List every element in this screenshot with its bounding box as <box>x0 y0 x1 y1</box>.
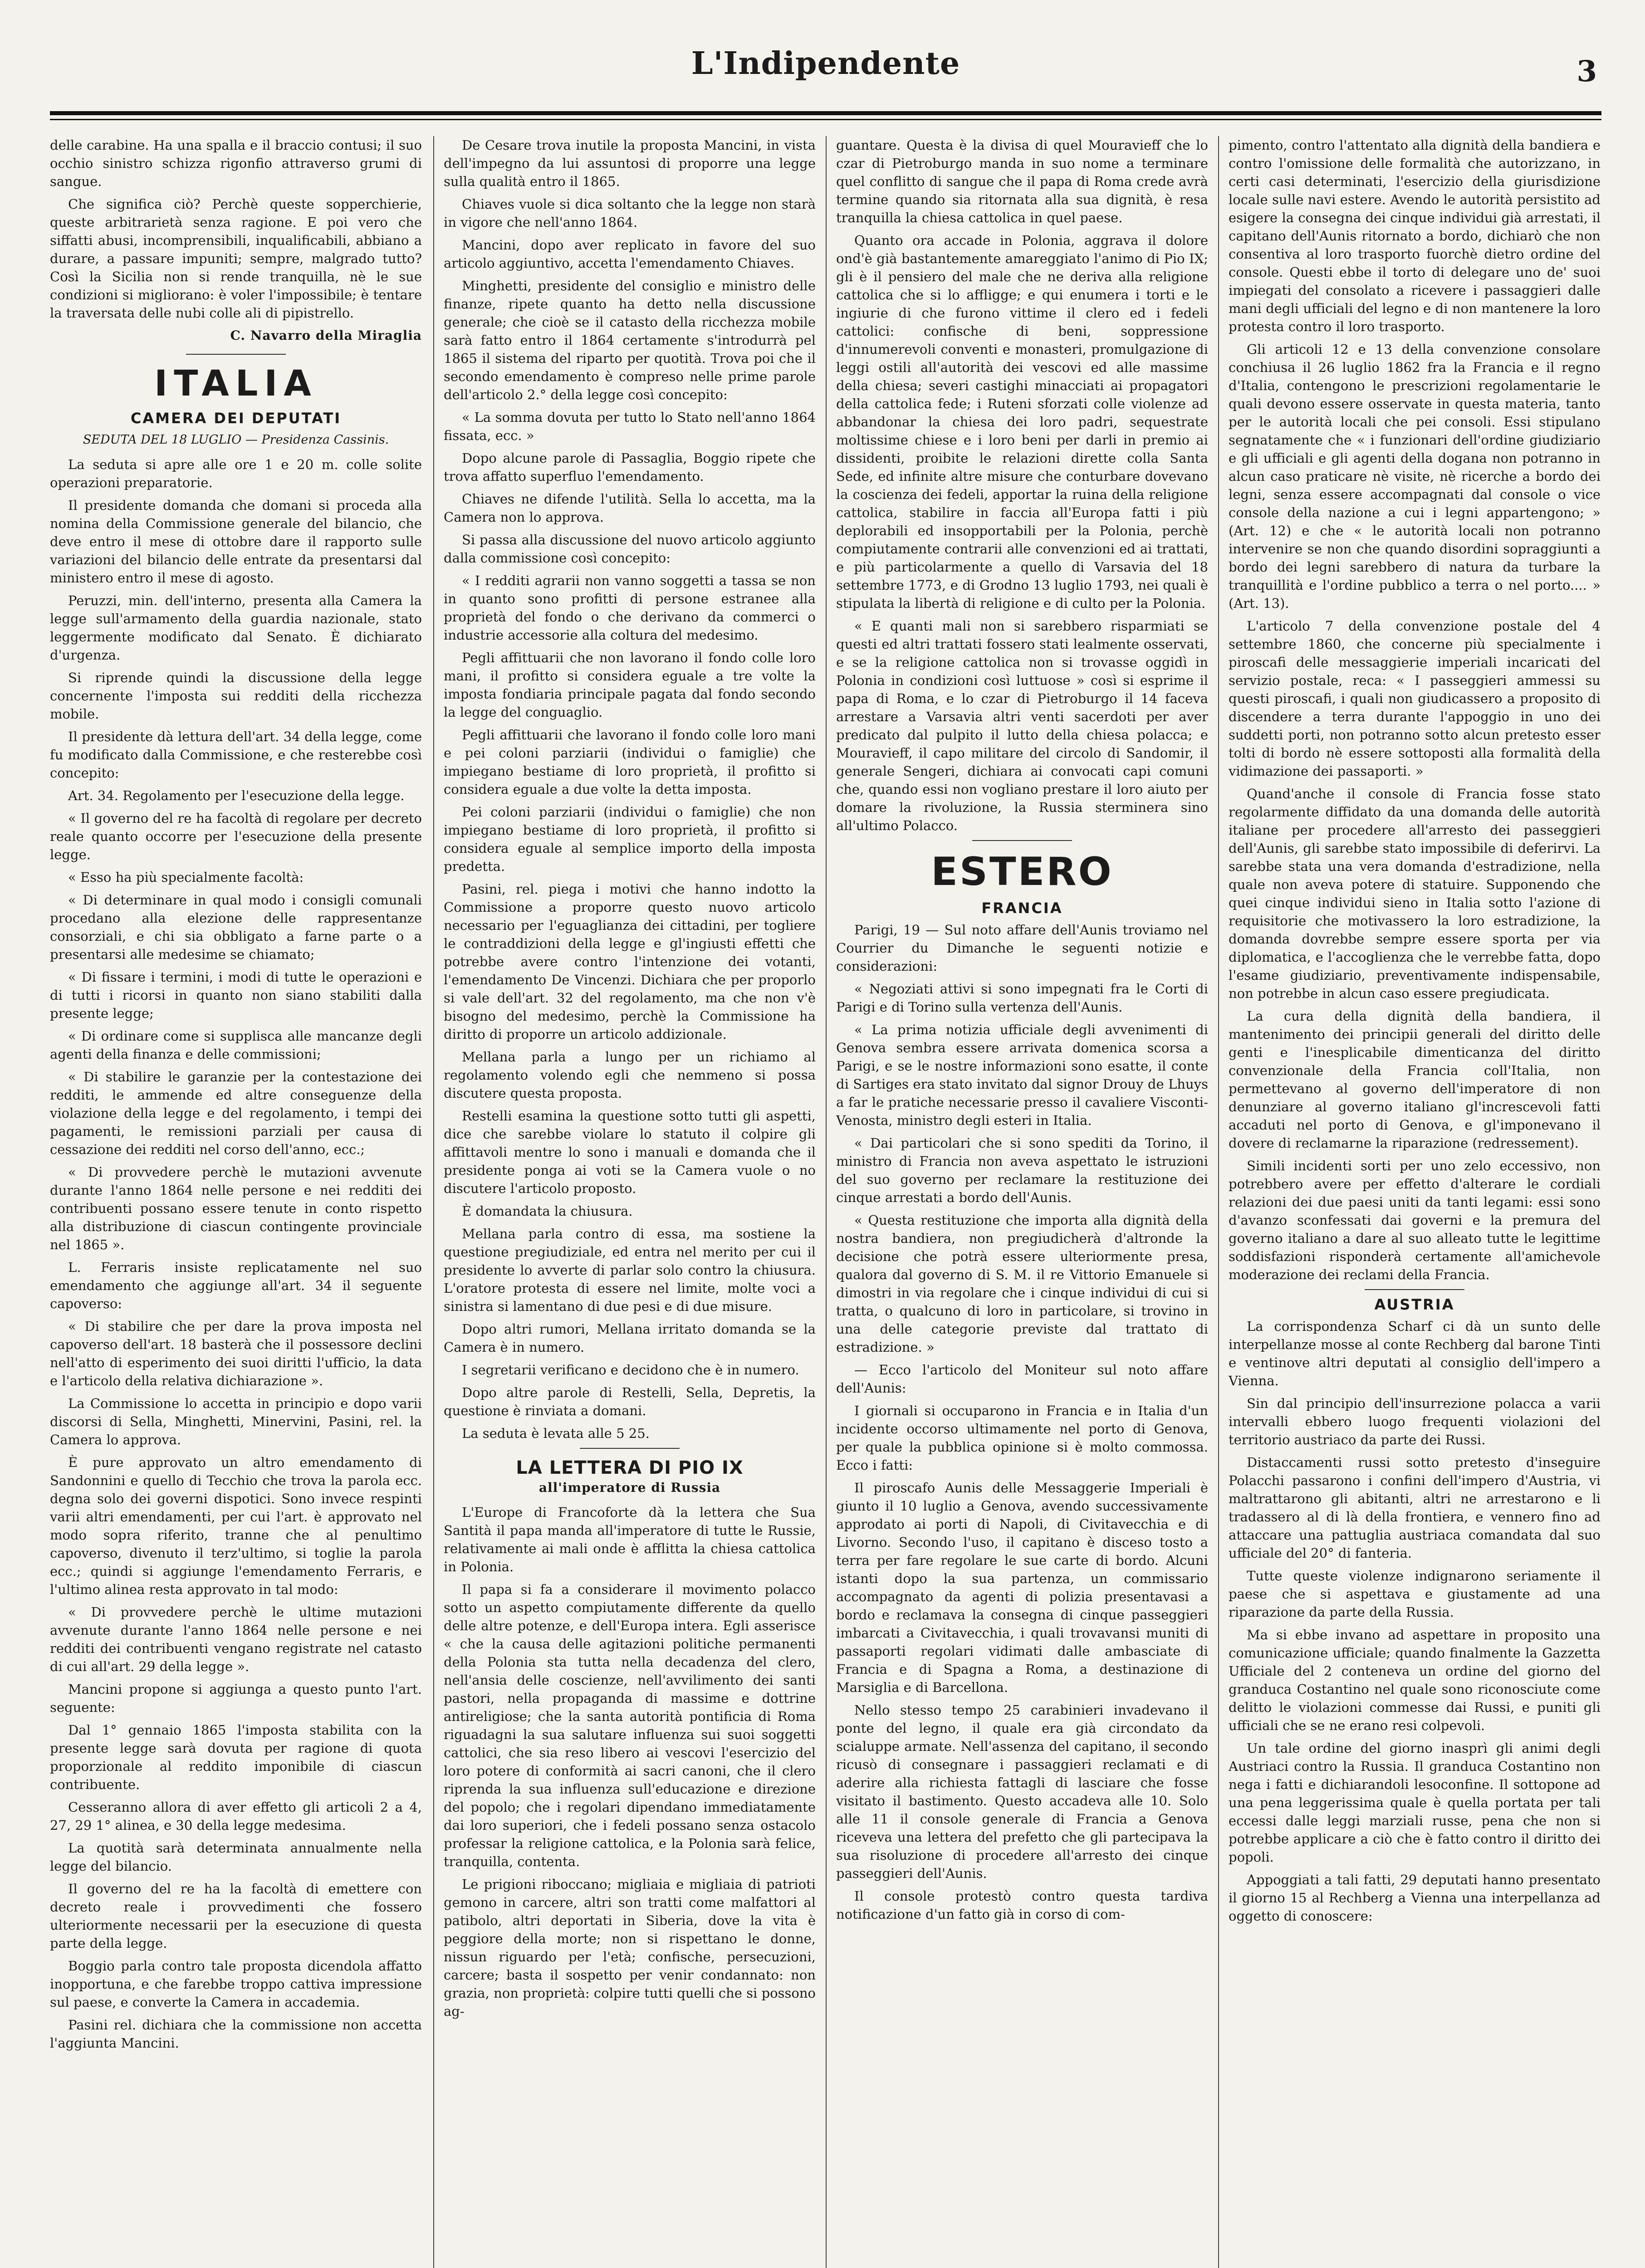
article-paragraph: « Negoziati attivi si sono impegnati fra le Corti di Parigi e di Torino sulla vertenza dell'Aunis. <box>836 981 1208 1015</box>
masthead <box>50 36 1601 104</box>
article-paragraph: È domandata la chiusura. <box>462 1203 633 1219</box>
column-divider <box>1218 136 1219 2268</box>
article-paragraph: Chiaves ne difende l'utilità. Sella lo accetta, ma la Camera non lo approva. <box>444 491 816 525</box>
article-paragraph: Dopo altri rumori, Mellana irritato domanda se la Camera è in numero. <box>444 1321 816 1355</box>
section-rule <box>1365 1289 1464 1290</box>
article-paragraph: « Questa restituzione che importa alla dignità della nostra bandiera, non pregiudicherà d'altronde la decisione che potrà essere ulteriormente presa, qualora dal governo di S. M. il re Vittorio Emanuele si dimostri in via regolare che i cinque individui di cui si tratta, o qualcuno di loro in particolare, si trovino in una delle categorie previste dal trattato di estradizione. » <box>836 1212 1208 1355</box>
article-paragraph: Chiaves vuole si dica soltanto che la legge non starà in vigore che nell'anno 1864. <box>444 196 816 230</box>
article-paragraph: Pasini, rel. piega i motivi che hanno indotto la Commissione a proporre questo nuovo articolo necessario per l'eguaglianza dei cittadini, per togliere le contraddizioni della legge e gl'ingiusti effetti che potrebbe avere contro l'intenzione dei votanti, l'emendamento De Vincenzi. Dichiara che per proporlo si vale dell'art. 32 del regolamento, ma che non v'è bisogno del medesimo, perchè la Commissione ha diritto di proporre un articolo addizionale. <box>444 881 816 1042</box>
article-paragraph: La Commissione lo accetta in principio e dopo varii discorsi di Sella, Minghetti, Minervini, Pasini, rel. la Camera lo approva. <box>50 1396 422 1447</box>
article-paragraph: Gli articoli 12 e 13 della convenzione consolare conchiusa il 26 luglio 1862 fra la Francia e il regno d'Italia, contengono le prescrizioni regolamentarie le quali devono essere osservate in questa materia, tanto per le autorità locali che pei consoli. Essi stipulano segnatamente che « i funzionari dell'ordine giudiziario e gli ufficiali e gli agenti della dogana non potranno in alcun caso praticare nè visite, nè ricerche a bordo dei legni, senza essere accompagnati dal console o vice console della nazione a cui i legni appartengono; » (Art. 12) e che « le autorità locali non potranno intervenire se non che quando disordini sopraggiunti a bordo dei legni sarebbero di natura da turbare la tranquillità e l'ordine pubblico a terra o nel porto.... » (Art. 13). <box>1229 342 1601 611</box>
article-paragraph: Mellana parla contro di essa, ma sostiene la questione pregiudiziale, ed entra nel merito per cui il presidente lo avverte di parlar solo contro la chiusura. L'oratore protesta di essere nel limite, molte voci a sinistra si lamentano di due pesi e di due misure. <box>444 1226 816 1314</box>
article-paragraph: Le prigioni riboccano; migliaia e migliaia di patrioti gemono in carcere, altri son tratti come malfattori al patibolo, altri deportati in Siberia, dove la vita è peggiore della morte; non si rispettano le donne, nissun riguardo per l'età; confische, persecuzioni, carcere; basta il sospetto per venir condannato: non grazia, non proprietà: colpire tutti quelli che si possono ag- <box>444 1877 816 2019</box>
article-paragraph: Il papa si fa a considerare il movimento polacco sotto un aspetto compiutamente differente da quello delle altre potenze, e dell'Europa intera. Egli asserisce « che la causa delle agitazioni politiche permanenti della Polonia sta tutta nella decadenza del clero, nell'ansia delle coscienze, nell'avvilimento dei santi pastori, nella propaganda di massime e dottrine antireligiose; che la santa autorità pontificia di Roma riguadagni la sua salutare influenza sui suoi soggetti cattolici, che sia reso libero ai vescovi l'esercizio del loro potere di conformità ai sacri canoni, che il clero riprenda la sua influenza sull'educazione e direzione del popolo; che i regolari dipendano immediatamente dai loro superiori, che i fedeli possano senza ostacolo professar la religione cattolica, e la Polonia sarà felice, tranquilla, contenta. <box>444 1582 816 1869</box>
article-paragraph: Peruzzi, min. dell'interno, presenta alla Camera la legge sull'armamento della guardia nazionale, stato leggermente modificato dal Senato. È dichiarato d'urgenza. <box>50 593 422 663</box>
article-paragraph: Nello stesso tempo 25 carabinieri invadevano il ponte del legno, il quale era già circondato da scialuppe armate. Nell'assenza del capitano, il secondo ricusò di consegnare i passaggieri reclamati e di aderire alla richiesta fattagli di lasciare che fosse visitato il bastimento. Questo accadeva alle 10. Solo alle 11 il console generale di Francia a Genova riceveva una lettera del prefetto che gli partecipava la sua risoluzione di procedere all'arresto dei cinque passeggieri dell'Aunis. <box>836 1702 1208 1881</box>
column-divider <box>826 136 827 2268</box>
article-paragraph: « Di ordinare come si supplisca alle mancanze degli agenti della finanza e delle commissioni; <box>50 1028 422 1062</box>
article-paragraph: De Cesare trova inutile la proposta Mancini, in vista dell'impegno da lui assuntosi di proporre una legge sulla qualità entro il 1865. <box>444 137 816 189</box>
article-paragraph: Art. 34. Regolamento per l'esecuzione della legge. <box>68 788 405 803</box>
article-paragraph: La corrispondenza Scharf ci dà un sunto delle interpellanze mosse al conte Rechberg dal barone Tinti e ventinove altri deputati al consiglio dell'impero a Vienna. <box>1229 1319 1601 1388</box>
article-signature: C. Navarro della Miraglia <box>230 328 422 343</box>
column-divider <box>433 136 434 2268</box>
article-paragraph: « Di stabilire le garanzie per la contestazione dei redditi, le ammende ed altre conseguenze della violazione della legge e del regolamento, i tempi dei pagamenti, le remissioni parziali per causa di cessazione dei redditi nel corso dell'anno, ecc.; <box>50 1069 422 1157</box>
column-1 <box>50 136 422 2268</box>
article-paragraph: È pure approvato un altro emendamento di Sandonnini e quello di Tecchio che trova la parola ecc. degna solo dei governi dispotici. Sono invece respinti varii altri emendamenti, per cui l'art. è approvato nel modo sopra riferito, tranne che al penultimo capoverso, divenuto il terz'ultimo, si toglie la parola ecc.; quindi si aggiunge l'emendamento Ferraris, e l'ultimo alinea resta approvato in tal modo: <box>50 1455 422 1597</box>
article-paragraph: « I redditi agrarii non vanno soggetti a tassa se non in quanto sono profitti di persone estranee alla proprietà del fondo o che derivano da commerci o industrie accessorie alla coltura del medesimo. <box>444 573 816 643</box>
article-paragraph: Restelli esamina la questione sotto tutti gli aspetti, dice che sarebbe violare lo statuto il colpire gli affittavoli mentre lo sono i manuali e domanda che il presidente ponga ai voti se la Camera vuole o no discutere l'articolo proposto. <box>444 1108 816 1196</box>
article-paragraph: Il presidente domanda che domani si proceda alla nomina della Commissione generale del bilancio, che deve entro il mese di ottobre dare il rapporto sulle variazioni del bilancio delle entrate da presentarsi dal ministero entro il mese di agosto. <box>50 498 422 586</box>
article-paragraph: Che significa ciò? Perchè queste sopperchierie, queste arbitrarietà senza ragione. E poi vero che siffatti abusi, incomprensibili, inqualificabili, abbiano a durare, a passare impuniti; sempre, malgrado tutto? Così la Sicilia non si rende tranquilla, nè le sue condizioni si migliorano: è voler l'impossibile; è tentare la traversata delle nubi colle ali di pipistrello. <box>50 196 422 321</box>
article-paragraph: Si riprende quindi la discussione della legge concernente l'imposta sui redditi della ricchezza mobile. <box>50 670 422 722</box>
article-paragraph: Il piroscafo Aunis delle Messaggerie Imperiali è giunto il 10 luglio a Genova, avendo successivamente approdato ai porti di Napoli, di Civitavecchia e di Livorno. Secondo l'uso, il capitano è disceso tosto a terra per fare regolare le sue carte di bordo. Alcuni istanti dopo la sua partenza, un commissario accompagnato da agenti di polizia presentavasi a bordo e reclamava la consegna di cinque passeggieri imbarcati a Civitavecchia, i quali trovavansi muniti di passaporti regolari vidimati dalle ambasciate di Francia e di Spagna a Roma, a destinazione di Marsiglia e di Barcellona. <box>836 1480 1208 1695</box>
article-paragraph: I giornali si occuparono in Francia e in Italia d'un incidente occorso ultimamente nel porto di Genova, per quale la pubblica opinione si è molto commossa. Ecco i fatti: <box>836 1403 1208 1473</box>
article-paragraph: « Di provvedere perchè le mutazioni avvenute durante l'anno 1864 nelle persone e nei redditi dei contribuenti possano essere tenute in conto rispetto alla distribuzione di ciascun contingente provinciale nel 1865 ». <box>50 1164 422 1252</box>
article-paragraph: Parigi, 19 — Sul noto affare dell'Aunis troviamo nel Courrier du Dimanche le seguenti notizie e considerazioni: <box>836 922 1208 974</box>
article-paragraph: Mancini propone si aggiunga a questo punto l'art. seguente: <box>50 1681 422 1715</box>
article-paragraph: La cura della dignità della bandiera, il mantenimento dei principii generali del diritto delle genti e l'inesplicabile dimenticanza del diritto convenzionale della Francia coll'Italia, non permettevano al governo dell'imperatore di non denunziare al governo italiano gl'increscevoli fatti accaduti nel porto di Genova, e gl'imponevano il dovere di reclamarne la riparazione (redressement). <box>1229 1008 1601 1151</box>
letter-heading: LA LETTERA DI PIO IX <box>516 1457 744 1478</box>
austria-heading: AUSTRIA <box>1374 1296 1455 1313</box>
article-paragraph: Cesseranno allora di aver effetto gli articoli 2 a 4, 27, 29 1° alinea, e 30 della legge medesima. <box>50 1799 422 1833</box>
article-paragraph: Tutte queste violenze indignarono seriamente il paese che si aspettava e giustamente ad una riparazione da parte della Russia. <box>1229 1568 1601 1620</box>
section-rule <box>972 840 1072 841</box>
letter-subheading: all'imperatore di Russia <box>539 1480 721 1495</box>
header-rule-thin <box>50 119 1601 120</box>
article-paragraph: « Di determinare in qual modo i consigli comunali procedano alla elezione delle rappresentanze consorziali, e chi sia obbligato a farne parte o a presentarsi alle medesime se chiamato; <box>50 892 422 962</box>
article-paragraph: Mellana parla a lungo per un richiamo al regolamento volendo egli che nemmeno si possa discutere questa proposta. <box>444 1049 816 1101</box>
article-paragraph: La seduta è levata alle 5 25. <box>462 1426 650 1441</box>
article-paragraph: Dal 1° gennaio 1865 l'imposta stabilita con la presente legge sarà dovuta per ragione di quota proporzionale al reddito imponibile di ciascun contribuente. <box>50 1722 422 1792</box>
article-paragraph: L'articolo 7 della convenzione postale del 4 settembre 1860, che concerne più specialmente i piroscafi delle messaggierie imperiali incaricati del servizio postale, reca: « I passeggieri ammessi su questi piroscafi, i quali non giudicassero a proposito di discendere a terra durante l'appoggio in uno dei suddetti porti, non potranno sotto alcun pretesto esser tolti di bordo nè essere sottoposti alla formalità della vidimazione dei passaporti. » <box>1229 618 1601 779</box>
page-columns <box>50 136 1601 2268</box>
francia-heading: FRANCIA <box>981 899 1063 917</box>
article-paragraph: Pegli affittuarii che lavorano il fondo colle loro mani e pei coloni parziarii (individui o famiglie) che impiegano bestiame di loro proprietà, il profitto si considera eguale a due volte la detta imposta. <box>444 727 816 797</box>
article-paragraph: « La somma dovuta per tutto lo Stato nell'anno 1864 fissata, ecc. » <box>444 410 816 443</box>
section-heading-italia: ITALIA <box>154 363 318 404</box>
section-rule <box>580 1448 680 1449</box>
article-paragraph: Dopo altre parole di Restelli, Sella, Depretis, la questione è rinviata a domani. <box>444 1385 816 1418</box>
article-paragraph: La quotità sarà determinata annualmente nella legge del bilancio. <box>50 1840 422 1874</box>
article-paragraph: « La prima notizia ufficiale degli avvenimenti di Genova sembra essere arrivata domenica scorsa a Parigi, e se le nostre informazioni sono esatte, il conte di Sartiges era stato invitato dal signor Drouy de Lhuys a far le pratiche necessarie presso il cavaliere Visconti-Venosta, ministro degli esteri in Italia. <box>836 1022 1208 1128</box>
article-paragraph: pimento, contro l'attentato alla dignità della bandiera e contro l'omissione delle formalità che autorizzano, in certi casi determinati, l'esercizio della giurisdizione locale sulle navi estere. Avendo le autorità persistito ad esigere la consegna dei cinque individui già arrestati, il capitano dell'Aunis ritornato a bordo, dichiarò che non consentiva al loro trasporto fuorchè dietro ordine del console. Questi ebbe il torto di delegare uno de' suoi impiegati del consolato a ricevere i passaggieri dalle mani degli ufficiali del legno e di non mantenere la loro protesta contro il loro trasporto. <box>1229 137 1601 334</box>
article-paragraph: Pei coloni parziarii (individui o famiglie) che non impiegano bestiame di loro proprietà, il profitto si considera eguale al semplice importo della imposta predetta. <box>444 804 816 874</box>
article-paragraph: Un tale ordine del giorno inasprì gli animi degli Austriaci contro la Russia. Il granduca Costantino non nega i fatti e dichiarandoli lesoconfine. Il sottopone ad una pena leggerissima quale è quella portata per tali eccessi dalle leggi marziali russe, pena che non si potrebbe applicare a ciò che è fatto contro il diritto dei popoli. <box>1229 1740 1601 1865</box>
newspaper-title: L'Indipendente <box>691 45 960 82</box>
article-paragraph: Si passa alla discussione del nuovo articolo aggiunto dalla commissione così concepito: <box>444 532 816 566</box>
article-paragraph: « Il governo del re ha facoltà di regolare per decreto reale quanto occorre per l'esecuzione della presente legge. <box>50 811 422 862</box>
seduta-line: SEDUTA DEL 18 LUGLIO — Presidenza Cassinis. <box>83 433 389 447</box>
article-paragraph: L'Europe di Francoforte dà la lettera che Sua Santità il papa manda all'imperatore di tutte le Russie, relativamente ai mali onde è afflitta la chiesa cattolica in Polonia. <box>444 1505 816 1574</box>
column-3 <box>836 136 1208 2268</box>
article-paragraph: Ma si ebbe invano ad aspettare in proposito una comunicazione ufficiale; quando finalmente la Gazzetta Ufficiale del 2 conteneva un ordine del giorno del granduca Costantino nel quale sono riconosciute come delitto le violazioni commesse dai Russi, e puniti gli ufficiali che se ne erano resi colpevoli. <box>1229 1627 1601 1733</box>
article-paragraph: Il presidente dà lettura dell'art. 34 della legge, come fu modificato dalla Commissione, e che resterebbe così concepito: <box>50 729 422 781</box>
article-paragraph: Quanto ora accade in Polonia, aggrava il dolore ond'è già bastantemente amareggiato l'animo di Pio IX; gli è il pensiero del male che ne deriva alla religione cattolica che si lo affligge; e qui enumera i torti e le ingiurie di che furono vittime il clero ed i fedeli cattolici: confische di beni, soppressione d'innumerevoli conventi e monasteri, promulgazione di leggi ostili all'autorità dei vescovi ed alle massime della chiesa; severi castighi minacciati ai propagatori della cattolica fede; i Ruteni sforzati colle violenze ad abbandonar la chiesa dei loro padri, sequestrate moltissime chiese e i loro beni per darli in premio ai dissidenti, proibite le relazioni dirette colla Santa Sede, ed infinite altre misure che conturbare dovevano la coscienza dei fedeli, apportar la ruina della religione cattolica, stabilire in faccia all'Europa fatti i più deplorabili ed insopportabili per la Polonia, perchè compiutamente contrarii alle convenzioni ed ai trattati, e più particolarmente a quello di Varsavia del 18 settembre 1773, e di Grodno 13 luglio 1793, nei quali è stipulata la libertà di religione e di culto per la Polonia. <box>836 233 1208 611</box>
article-paragraph: « Esso ha più specialmente facoltà: <box>68 870 304 885</box>
section-rule <box>186 354 286 355</box>
article-paragraph: « Di provvedere perchè le ultime mutazioni avvenute durante l'anno 1864 nelle persone e nei redditi dei contribuenti vengano registrate nel catasto di cui all'art. 29 della legge ». <box>50 1604 422 1674</box>
article-paragraph: Appoggiati a tali fatti, 29 deputati hanno presentato il giorno 15 al Rechberg a Vienna una interpellanza ad oggetto di conoscere: <box>1229 1872 1601 1924</box>
article-paragraph: Il governo del re ha la facoltà di emettere con decreto reale i provvedimenti che fossero ulteriormente necessarii per la esecuzione di questa parte della legge. <box>50 1881 422 1951</box>
page-number: 3 <box>1576 54 1597 88</box>
article-paragraph: — Ecco l'articolo del Moniteur sul noto affare dell'Aunis: <box>836 1362 1208 1396</box>
header-rule <box>50 111 1601 115</box>
article-paragraph: L. Ferraris insiste replicatamente nel suo emendamento che aggiunge all'art. 34 il seguente capoverso: <box>50 1260 422 1311</box>
article-paragraph: Il console protestò contro questa tardiva notificazione d'un fatto già in corso di com- <box>836 1888 1208 1922</box>
column-4 <box>1229 136 1601 2268</box>
article-paragraph: Minghetti, presidente del consiglio e ministro delle finanze, ripete quanto ha detto nella discussione generale; che cioè se il catasto della ricchezza mobile sarà fatto entro il 1864 certamente s'introdurrà pel 1865 il sistema del riparto per quotità. Trova poi che il secondo emendamento è compreso nelle prime parole dell'articolo 2.° della legge così concepito: <box>444 278 816 402</box>
article-paragraph: Distaccamenti russi sotto pretesto d'inseguire Polacchi passarono i confini dell'impero d'Austria, vi maltrattarono gli abitanti, altri ne arrestarono e li tradassero al di là della frontiera, e vennero fino ad attaccare una pattuglia austriaca comandata dal suo ufficiale del 20° di fanteria. <box>1229 1455 1601 1561</box>
article-paragraph: Boggio parla contro tale proposta dicendola affatto inopportuna, e che farebbe troppo cattiva impressione sul paese, e converte la Camera in accademia. <box>50 1958 422 2010</box>
article-paragraph: Quand'anche il console di Francia fosse stato regolarmente diffidato da una domanda delle autorità italiane per procedere all'arresto dei passeggieri dell'Aunis, gli sarebbe stato impossibile di deferirvi. La sarebbe stata una vera domanda d'estradizione, nella quale non aveva potere di statuire. Supponendo che quei cinque individui sieno in Italia sotto l'azione di requisitorie che motivassero la loro estradizione, la domanda dovrebbe sempre essere sporta per via diplomatica, e l'accoglienza che le verrebbe fatta, dopo l'esame giudiziario, preventivamente indispensabile, non potrebbe in alcun caso essere pregiudicata. <box>1229 786 1601 1001</box>
article-paragraph: La seduta si apre alle ore 1 e 20 m. colle solite operazioni preparatorie. <box>50 457 422 490</box>
article-paragraph: « Di stabilire che per dare la prova imposta nel capoverso dell'art. 18 basterà che il possessore declini nell'atto di esperimento dei suoi diritti l'ufficio, la data e l'articolo della relativa dichiarazione ». <box>50 1319 422 1388</box>
section-heading-estero: ESTERO <box>931 849 1113 894</box>
article-paragraph: Pegli affittuarii che non lavorano il fondo colle loro mani, il profitto si considera eguale a tre volte la imposta fondiaria principale pagata dal fondo secondo la legge del conguaglio. <box>444 650 816 720</box>
article-paragraph: I segretarii verificano e decidono che è in numero. <box>462 1362 799 1378</box>
article-paragraph: delle carabine. Ha una spalla e il braccio contusi; il suo occhio sinistro schizza rigonfio attraverso grumi di sangue. <box>50 137 422 189</box>
article-paragraph: « E quanti mali non si sarebbero risparmiati se questi ed altri trattati fossero stati lealmente osservati, e se la religione cattolica non si trovasse oggidì in Polonia in condizioni così luttuose » così si esprime il papa di Roma, e lo czar di Pietroburgo il 14 faceva arrestare a Varsavia altri venti sacerdoti per aver predicato dal pulpito il lutto della chiesa polacca; e Mouravieff, il capo militare del circolo di Sandomir, il generale Sengeri, dichiara ai convocati capi comuni che, quando essi non vogliano prestare il loro aiuto per domare la rivoluzione, la Russia sterminera sino all'ultimo Polacco. <box>836 618 1208 833</box>
column-2 <box>444 136 816 2268</box>
article-paragraph: guantare. Questa è la divisa di quel Mouravieff che lo czar di Pietroburgo manda in suo nome a terminare quel conflitto di sangue che il papa di Roma crede avrà termine quando sia ritornata alla sua dignità, è resa tranquilla la chiesa cattolica in quel paese. <box>836 137 1208 225</box>
article-paragraph: « Di fissare i termini, i modi di tutte le operazioni e di tutti i ricorsi in quanto non siano stabiliti dalla presente legge; <box>50 969 422 1021</box>
article-paragraph: Sin dal principio dell'insurrezione polacca a varii intervalli ebbero luogo frequenti violazioni del territorio austriaco da parte dei Russi. <box>1229 1396 1601 1447</box>
camera-heading: CAMERA DEI DEPUTATI <box>130 410 342 427</box>
article-paragraph: Mancini, dopo aver replicato in favore del suo articolo aggiuntivo, accetta l'emendamento Chiaves. <box>444 237 816 271</box>
article-paragraph: « Dai particolari che si sono spediti da Torino, il ministro di Francia non aveva aspettato le istruzioni del suo governo per reclamare la restituzione dei cinque arrestati a bordo dell'Aunis. <box>836 1135 1208 1205</box>
article-paragraph: Pasini rel. dichiara che la commissione non accetta l'aggiunta Mancini. <box>50 2017 422 2051</box>
article-paragraph: Simili incidenti sorti per uno zelo eccessivo, non potrebbero avere per effetto d'alterare le cordiali relazioni dei due paesi uniti da tanti legami: essi sono d'avanzo sconfessati dai governi e la premura del governo italiano a dare al suo alleato tutte le legittime soddisfazioni risponderà certamente all'amichevole moderazione dei reclami della Francia. <box>1229 1158 1601 1282</box>
article-paragraph: Dopo alcune parole di Passaglia, Boggio ripete che trova affatto superfluo l'emendamento. <box>444 450 816 484</box>
